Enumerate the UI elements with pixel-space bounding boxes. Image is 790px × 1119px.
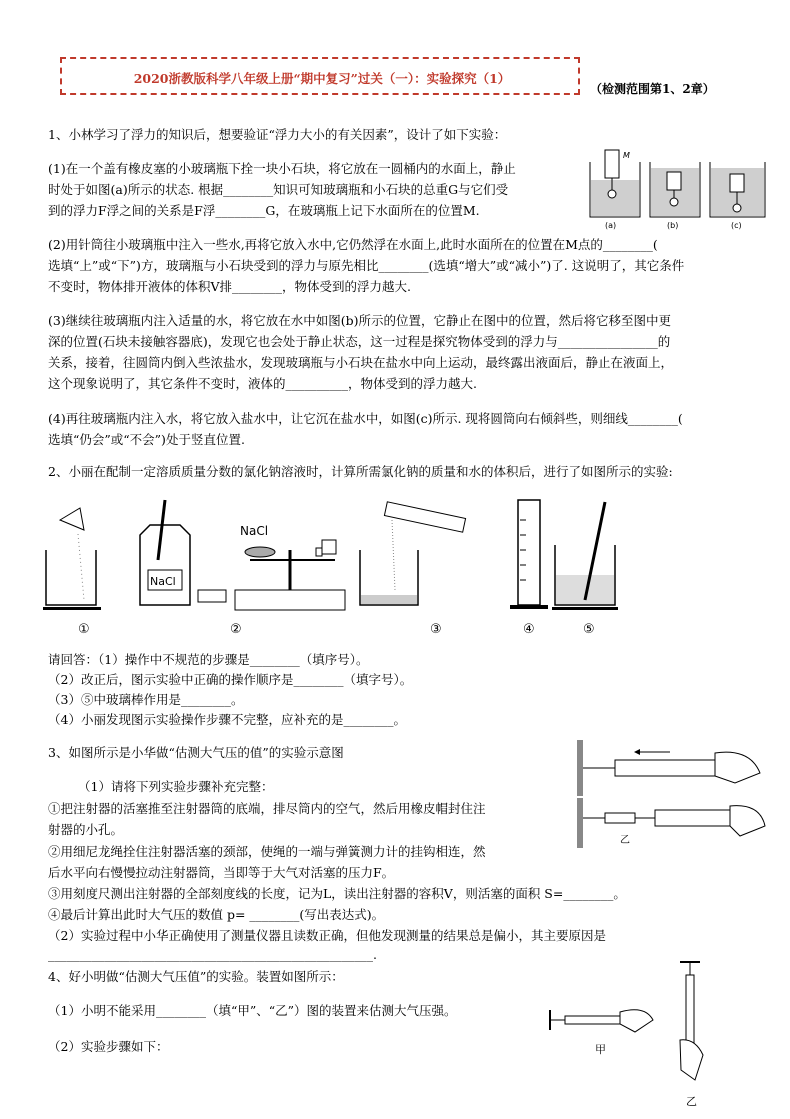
beaker-c: [710, 162, 765, 230]
beaker-a: [590, 150, 640, 230]
q1-intro: 1、小林学习了浮力的知识后，想要验证“浮力大小的有关因素”，设计了如下实验：: [48, 127, 507, 142]
label-M: M: [623, 151, 630, 160]
q2-line4: （4）小丽发现图示实验操作步骤不完整，应补充的是________。: [48, 712, 406, 727]
balance-nacl-label: NaCl: [240, 524, 269, 538]
bottle-c: [730, 174, 744, 192]
q1-p1-line1: (1)在一个盖有橡皮塞的小玻璃瓶下拴一块小石块，将它放在一圆桶内的水面上，静止: [48, 161, 516, 176]
hand-yi: [680, 1040, 703, 1080]
q3-line6: ③用刻度尺测出注射器的全部刻度线的长度，记为L，读出注射器的容积V，则活塞的面积 S=________。: [48, 886, 626, 901]
fig-label-yi-2: 乙: [686, 1095, 697, 1108]
bottle-b: [667, 172, 681, 190]
step3-pouring: [360, 502, 466, 605]
test-range: （检测范围第1、2章）: [590, 82, 715, 96]
syringe-top: [615, 760, 715, 776]
title-box: [60, 57, 580, 95]
q4-line2: （2）实验步骤如下：: [48, 1039, 169, 1054]
q1-p3-line2: 深的位置(石块未接触容器底)，发现它也会处于静止状态，这一过程是探究物体受到的浮力与________________的: [48, 334, 671, 349]
q1-p3-line4: 这个现象说明了，其它条件不变时，液体的__________，物体受到的浮力越大.: [48, 376, 477, 391]
q3-line3: 射器的小孔。: [48, 822, 124, 837]
q3-line1: （1）请将下列实验步骤补充完整：: [78, 779, 274, 794]
beaker-b: [650, 162, 700, 230]
q1-p2-line1: (2)用针筒往小玻璃瓶中注入一些水,再将它放入水中,它仍然浮在水面上,此时水面所在的位置在M点的________(: [48, 237, 658, 252]
balance-scale: [235, 524, 345, 610]
q1-p1-line3: 到的浮力F浮之间的关系是F浮________G，在玻璃瓶上记下水面所在的位置M.: [48, 203, 480, 218]
step-label-5: ⑤: [583, 622, 595, 637]
q3-line4: ②用细尼龙绳拴住注射器活塞的颈部，使绳的一端与弹簧测力计的挂钩相连，然: [48, 844, 486, 859]
q3-syringe-figure: [575, 738, 770, 848]
q2-intro: 2、小丽在配制一定溶质质量分数的氯化钠溶液时，计算所需氯化钠的质量和水的体积后，进行了如图所示的实验:: [48, 464, 673, 479]
step4-graduated-cylinder: [510, 500, 548, 609]
q1-p3-line1: (3)继续往玻璃瓶内注入适量的水，将它放在水中如图(b)所示的位置，它静止在图中的位置，然后将它移至图中更: [48, 313, 671, 328]
q2-solution-figure: [40, 490, 750, 640]
step5-stirring: [552, 502, 618, 610]
syringe-bottom: [655, 810, 735, 826]
step-label-2: ②: [230, 622, 242, 637]
hand-jia: [620, 1010, 653, 1032]
q3-line9: ____________________________________________________.: [48, 947, 377, 962]
step1-beaker: [43, 508, 101, 610]
bottle-cap: [198, 590, 226, 602]
q2-line1: 请回答：（1）操作中不规范的步骤是________（填序号）。: [48, 652, 369, 667]
q3-line8: （2）实验过程中小华正确使用了测量仪器且读数正确，但他发现测量的结果总是偏小，其主要原因是: [48, 928, 606, 943]
label-c: (c): [731, 221, 742, 230]
q1-p4-line1: (4)再往玻璃瓶内注入水，将它放入盐水中，让它沉在盐水中，如图(c)所示. 现将圆筒向右倾斜些，则细线________(: [48, 411, 683, 426]
label-b: (b): [667, 221, 679, 230]
q4-intro: 4、好小明做“估测大气压值”的实验。装置如图所示：: [48, 969, 344, 984]
syringe-jia: [565, 1016, 620, 1024]
q3-line2: ①把注射器的活塞推至注射器筒的底端，排尽筒内的空气，然后用橡皮帽封住注: [48, 801, 486, 816]
q1-p2-line3: 不变时，物体排开液体的体积V排________，物体受到的浮力越大.: [48, 279, 412, 294]
hand-bottom: [730, 806, 765, 836]
fig-label-jia: 甲: [595, 1043, 606, 1056]
q1-float-figure: [585, 142, 775, 232]
syringe-yi: [686, 975, 694, 1045]
hand-top: [715, 752, 760, 783]
q3-intro: 3、如图所示是小华做“估测大气压的值”的实验示意图: [48, 745, 344, 760]
q1-p2-line2: 选填“上”或“下”)方，玻璃瓶与小石块受到的浮力与原先相比________(选填“增大”或“减小”)了. 这说明了，其它条件: [48, 258, 685, 273]
step-label-3: ③: [430, 622, 442, 637]
q3-line7: ④最后计算出此时大气压的数值 p= ________(写出表达式)。: [48, 907, 385, 922]
step-label-1: ①: [78, 622, 90, 637]
wall-bottom: [577, 798, 583, 848]
q4-figure: [545, 960, 745, 1110]
q2-line3: （3）⑤中玻璃棒作用是________。: [48, 692, 244, 707]
water-a: [591, 180, 639, 216]
page-title: 2020浙教版科学八年级上册“期中复习”过关（一）：实验探究（1）: [133, 71, 511, 86]
wall-top: [577, 740, 583, 796]
nacl-bottle-label: NaCl: [150, 575, 176, 588]
q2-line2: （2）改正后，图示实验中正确的操作顺序是________（填字号）。: [48, 672, 413, 687]
fig-label-yi: 乙: [620, 835, 630, 846]
q1-p3-line3: 关系，接着，往圆筒内倒入些浓盐水，发现玻璃瓶与小石块在盐水中向上运动，最终露出液面后，静止在液面上，: [48, 355, 674, 370]
bottle-a: [605, 150, 619, 178]
label-a: (a): [605, 221, 617, 230]
q1-p1-line2: 时处于如图(a)所示的状态. 根据________知识可知玻璃瓶和小石块的总重G与它们受: [48, 182, 509, 197]
step-label-4: ④: [523, 622, 535, 637]
q4-line1: （1）小明不能采用________（填“甲”、“乙”）图的装置来估测大气压强。: [48, 1003, 457, 1018]
q3-line5: 后水平向右慢慢拉动注射器筒，当即等于大气对活塞的压力F。: [48, 865, 395, 880]
step2-nacl-bottle: [140, 500, 226, 605]
q1-p4-line2: 选填“仍会”或“不会”)处于竖直位置.: [48, 432, 245, 447]
